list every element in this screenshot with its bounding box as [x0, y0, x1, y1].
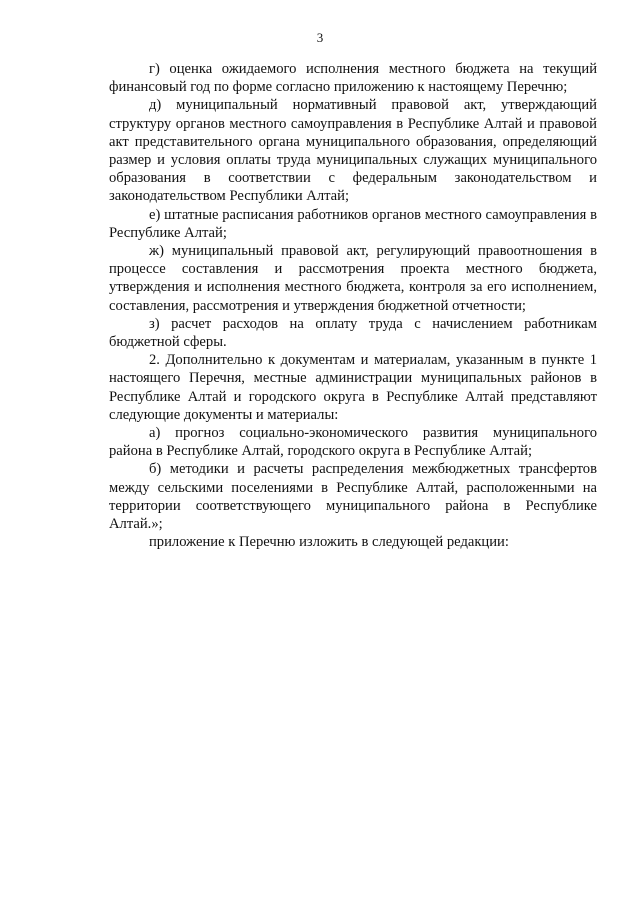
paragraph-item-g: г) оценка ожидаемого исполнения местного бюджета на текущий финансовый год по форме согласно приложению к настоящему Перечню;: [109, 61, 597, 96]
paragraph-item-z: з) расчет расходов на оплату труда с начислением работникам бюджетной сферы.: [109, 315, 597, 351]
paragraph-item-zh: ж) муниципальный правовой акт, регулирующий правоотношения в процессе составления и рассмотрения проекта местного бюджета, утверждения и исполнения местного бюджета, контроля за его исполнением, составления, рассмотрения и утверждения бюджетной отчетности;: [109, 243, 597, 314]
paragraph-item-e: е) штатные расписания работников органов местного самоуправления в Республике Алтай;: [109, 206, 597, 241]
paragraph-item-b: б) методики и расчеты распределения межбюджетных трансфертов между сельскими поселениями в Республике Алтай, расположенными на территории соответствующего муниципального района в Республике Алтай.»;: [109, 461, 597, 533]
paragraph-section-2: 2. Дополнительно к документам и материалам, указанным в пункте 1 настоящего Перечня, местные администрации муниципальных районов в Республике Алтай и городского округа в Республике Алтай представляют следующие документы и материалы:: [109, 352, 597, 423]
paragraph-item-d: д) муниципальный нормативный правовой акт, утверждающий структуру органов местного самоуправления в Республике Алтай и правовой акт представительного органа муниципального образования, определяющий размер и условия оплаты труда муниципальных служащих муниципального образования в соответствии с федеральным законодательством и законодательством Республики Алтай;: [109, 97, 597, 205]
page-number: 3: [316, 30, 324, 45]
paragraph-appendix-note: приложение к Перечню изложить в следующей редакции:: [149, 534, 509, 551]
paragraph-item-a: а) прогноз социально-экономического развития муниципального района в Республике Алтай, городского округа в Республике Алтай;: [109, 425, 597, 460]
document-body: [109, 60, 597, 551]
